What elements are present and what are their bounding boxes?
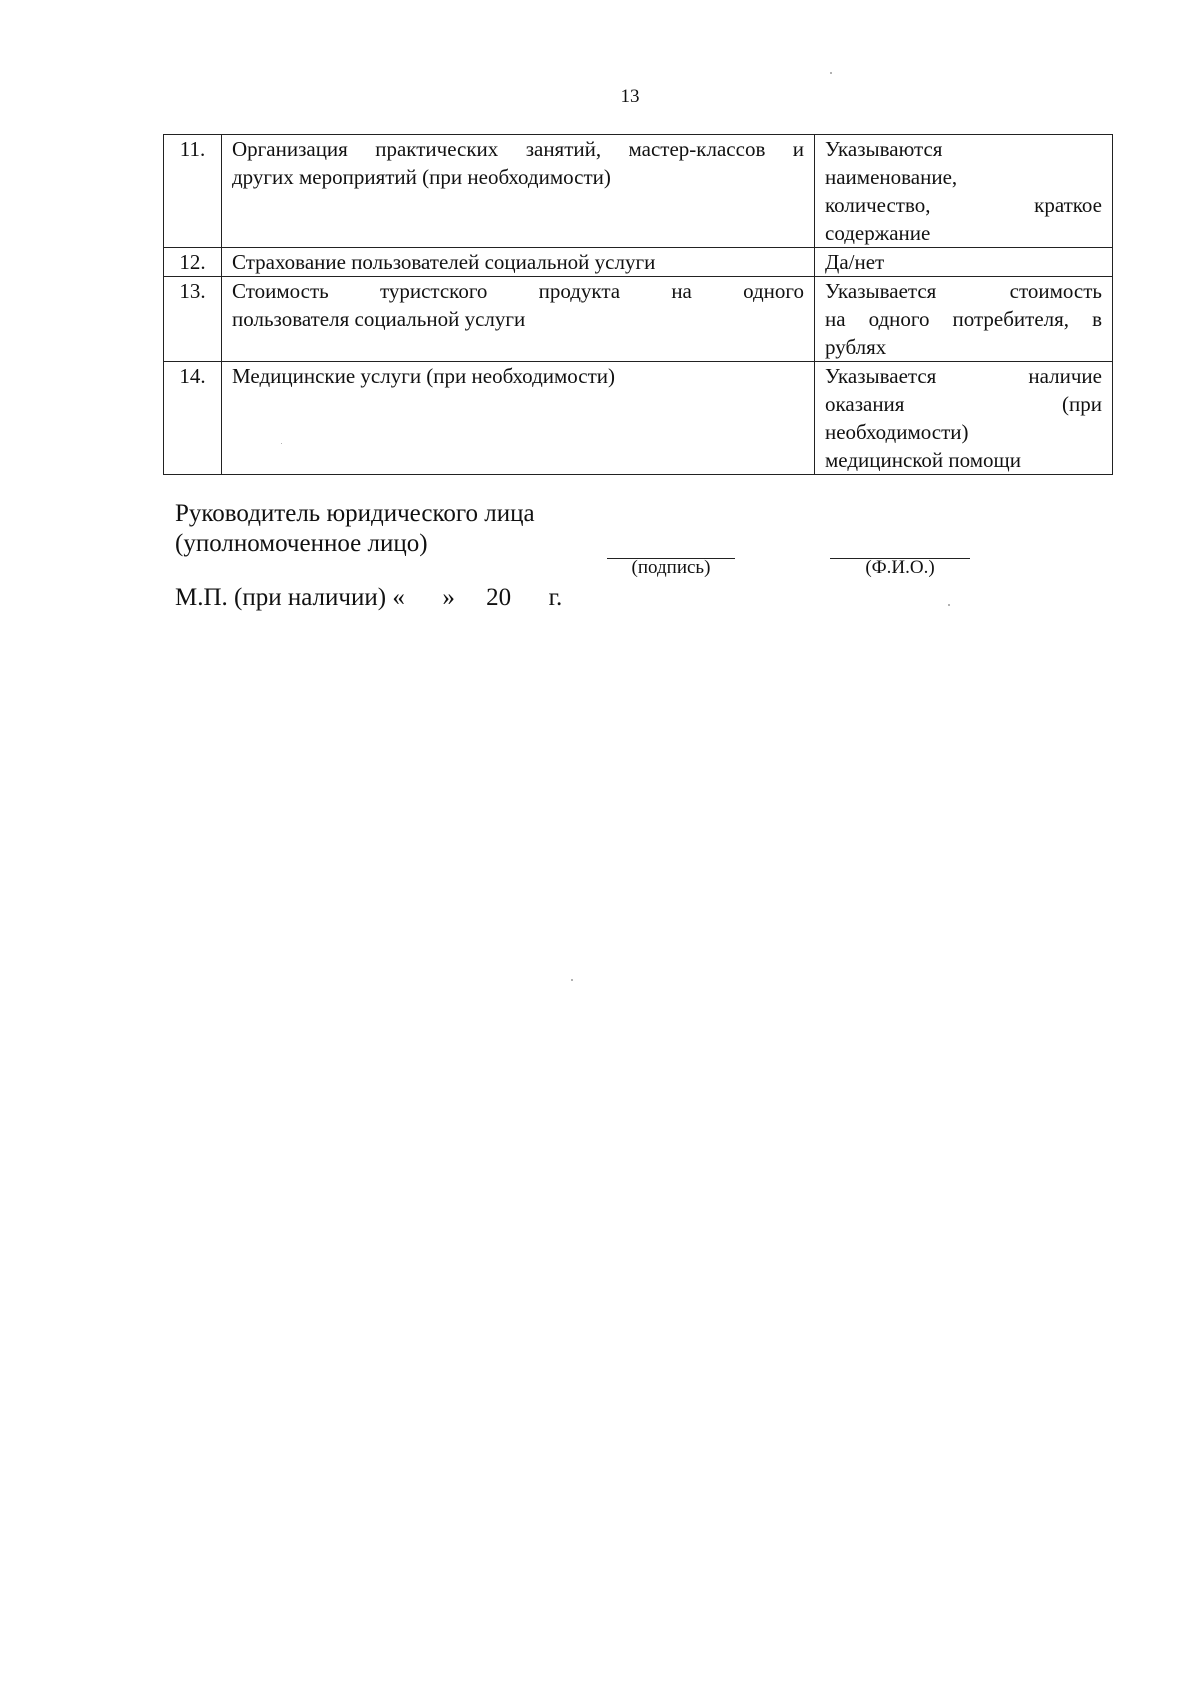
cell-line: других мероприятий (при необходимости) — [232, 165, 611, 189]
table-row — [164, 248, 1113, 277]
signature-block — [175, 500, 1075, 620]
service-note-cell — [815, 135, 1113, 248]
scan-speck — [948, 604, 950, 606]
cell-line: содержание — [825, 221, 931, 245]
table-row — [164, 135, 1113, 248]
cell-line: Да/нет — [825, 250, 885, 274]
service-description-cell — [222, 135, 815, 248]
scan-speck — [281, 443, 282, 444]
service-note-cell — [815, 277, 1113, 362]
page-number: 13 — [620, 86, 640, 107]
cell-line: количество, краткое — [825, 193, 1102, 217]
cell-line: Организация практических занятий, мастер-классов и — [232, 137, 804, 161]
signatory-title: Руководитель юридического лица — [175, 500, 535, 527]
cell-line: Указывается наличие — [825, 364, 1102, 388]
seal-date-line: М.П. (при наличии) « » 20 г. — [175, 584, 563, 611]
cell-line: медицинской помощи — [825, 448, 1021, 472]
signature-caption: (подпись) — [631, 557, 711, 578]
cell-line: Указываются — [825, 137, 943, 161]
cell-line: необходимости) — [825, 420, 969, 444]
row-number-cell: 12. — [164, 248, 222, 277]
cell-line: рублях — [825, 335, 887, 359]
table-row — [164, 362, 1113, 475]
row-number-cell: 14. — [164, 362, 222, 475]
service-note-cell — [815, 362, 1113, 475]
scan-speck — [571, 979, 573, 981]
row-number-cell: 13. — [164, 277, 222, 362]
cell-line: Стоимость туристского продукта на одного — [232, 279, 804, 303]
row-number-cell: 11. — [164, 135, 222, 248]
cell-line: наименование, — [825, 165, 958, 189]
service-note-cell — [815, 248, 1113, 277]
service-description-cell — [222, 362, 815, 475]
service-description-cell — [222, 277, 815, 362]
cell-line: Страхование пользователей социальной услуги — [232, 250, 656, 274]
cell-line: оказания (при — [825, 392, 1102, 416]
cell-line: пользователя социальной услуги — [232, 307, 526, 331]
name-caption: (Ф.И.О.) — [865, 557, 935, 578]
scan-speck — [830, 72, 832, 74]
cell-line: Указывается стоимость — [825, 279, 1102, 303]
signatory-subtitle: (уполномоченное лицо) — [175, 530, 428, 557]
table-row — [164, 277, 1113, 362]
service-description-cell — [222, 248, 815, 277]
cell-line: Медицинские услуги (при необходимости) — [232, 364, 616, 388]
services-table — [163, 134, 1113, 475]
cell-line: на одного потребителя, в — [825, 307, 1102, 331]
